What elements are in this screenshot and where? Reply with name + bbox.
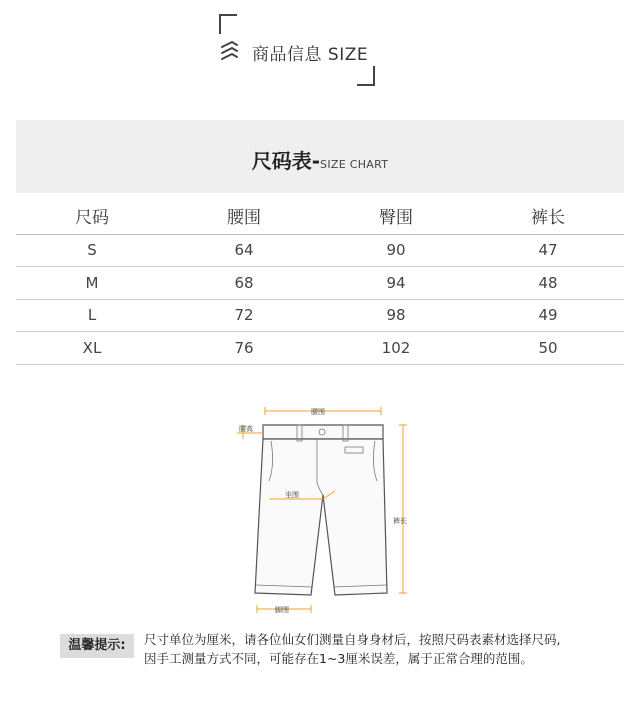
tips-line-2: 因手工测量方式不同，可能存在1~3厘米误差，属于正常合理的范围。 (144, 651, 533, 666)
column-header-hip: 臀围 (320, 198, 472, 234)
table-cell: 49 (472, 299, 624, 332)
table-cell: 68 (168, 267, 320, 300)
tips-line-1: 尺寸单位为厘米，请各位仙女们测量自身身材后，按照尺码表素材选择尺码, (144, 632, 561, 647)
table-row (16, 332, 624, 365)
table-cell: 50 (472, 332, 624, 365)
hanger-clips-icon (217, 38, 243, 64)
table-cell: M (16, 267, 168, 300)
pants-measurement-diagram (225, 395, 425, 625)
size-chart-title-cn: 尺码表- (251, 149, 321, 173)
section-title: 商品信息 SIZE (252, 45, 369, 65)
table-cell: 76 (168, 332, 320, 365)
table-cell: 98 (320, 299, 472, 332)
label-waist: 腰围 (311, 408, 325, 416)
tips-text (144, 630, 560, 668)
column-header-size: 尺码 (16, 198, 168, 234)
table-cell: 64 (168, 234, 320, 267)
column-header-length: 裤长 (472, 198, 624, 234)
table-cell: 94 (320, 267, 472, 300)
size-chart-title (16, 145, 624, 174)
column-header-waist: 腰围 (168, 198, 320, 234)
product-info-header (0, 0, 640, 100)
table-cell: 102 (320, 332, 472, 365)
label-crotch: 坐围 (285, 491, 299, 499)
label-length: 裤长 (393, 517, 407, 525)
corner-bracket-top-left (219, 14, 237, 34)
size-tips (60, 626, 620, 676)
size-chart-title-en: SIZE CHART (320, 158, 389, 171)
table-cell: XL (16, 332, 168, 365)
corner-bracket-bottom-right (357, 66, 375, 86)
table-header-row (16, 198, 624, 234)
table-cell: 72 (168, 299, 320, 332)
table-row (16, 267, 624, 300)
table-cell: S (16, 234, 168, 267)
pants-outline (255, 425, 387, 595)
table-cell: 47 (472, 234, 624, 267)
label-rise: 腰高 (239, 425, 253, 433)
size-chart-heading-band (16, 120, 624, 193)
table-cell: 48 (472, 267, 624, 300)
table-cell: 90 (320, 234, 472, 267)
table-row (16, 234, 624, 267)
table-row (16, 299, 624, 332)
table-cell: L (16, 299, 168, 332)
tips-label: 温馨提示: (60, 634, 134, 658)
size-table (16, 198, 624, 365)
label-hem: 脚围 (275, 606, 289, 614)
